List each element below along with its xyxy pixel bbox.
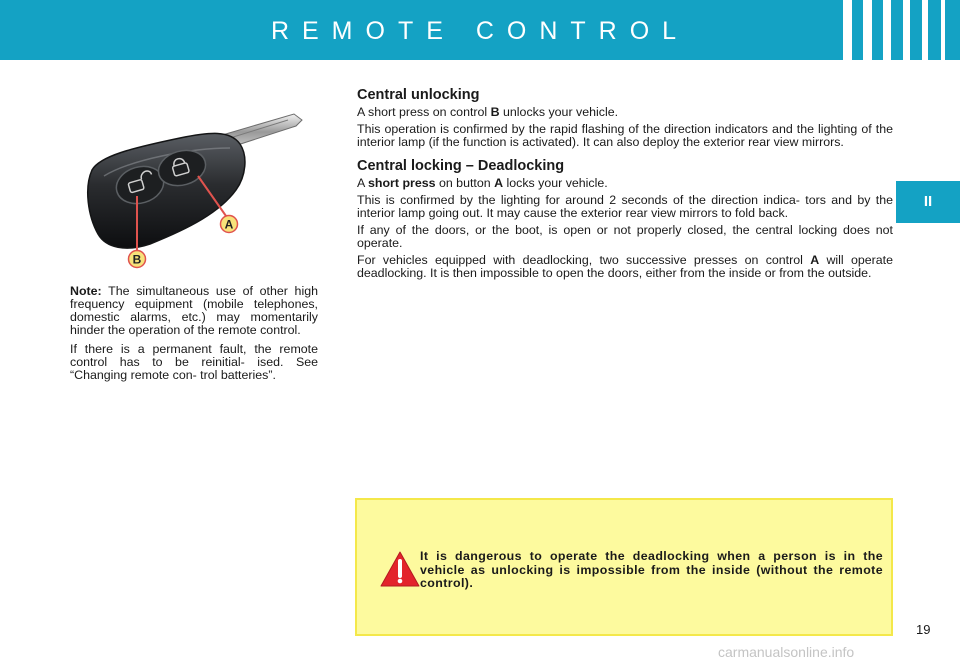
note-text: The simultaneous use of other high frequency equipment (mobile telephones, domestic alarms, etc.) may momentarily hinder the operation of the remote control.	[70, 284, 318, 337]
header-stripe	[922, 0, 928, 60]
note-label: Note:	[70, 284, 102, 298]
watermark: carmanualsonline.info	[718, 644, 855, 660]
central-locking-heading: Central locking – Deadlocking	[357, 158, 565, 174]
unlocking-paragraph-2: This operation is confirmed by the rapid flashing of the direction indicators and the lighting of the interior lamp (if the function is activated). It can also deploy the exterior rear view mirrors.	[357, 122, 893, 149]
header-stripe	[863, 0, 872, 60]
header-stripe	[903, 0, 910, 60]
header-bar	[0, 0, 960, 60]
note-column	[70, 285, 318, 388]
locking-paragraph-4: For vehicles equipped with deadlocking, two successive presses on control A will operate deadlocking. It is then impossible to open the doors, either from the inside or from the outside.	[357, 253, 893, 280]
locking-paragraph-1: A short press on button A locks your vehicle.	[357, 176, 608, 190]
header-stripe	[843, 0, 852, 60]
label-b-badge	[129, 251, 146, 268]
remote-key-illustration	[70, 108, 320, 278]
locking-paragraph-2: This is confirmed by the lighting for around 2 seconds of the direction indica- tors and by the interior lamp going out. It may cause the exterior rear view mirrors to fold back.	[357, 193, 893, 220]
section-tab: II	[896, 181, 960, 223]
unlocking-paragraph-1: A short press on control B unlocks your vehicle.	[357, 105, 619, 119]
warning-box	[355, 498, 893, 636]
header-stripe	[883, 0, 891, 60]
main-content	[357, 89, 893, 284]
fault-paragraph: If there is a permanent fault, the remote control has to be reinitial- ised. See “Changing remote con- trol batteries”.	[70, 342, 318, 382]
locking-paragraph-3: If any of the doors, or the boot, is open or not properly closed, the central locking does not operate.	[357, 223, 893, 250]
svg-text:B: B	[132, 252, 142, 267]
note-paragraph	[70, 285, 318, 337]
page-title: REMOTE CONTROL	[270, 17, 690, 45]
key-fob-body	[88, 133, 245, 248]
svg-text:A: A	[224, 217, 234, 232]
page-number: 19	[916, 622, 931, 637]
central-unlocking-heading: Central unlocking	[357, 87, 480, 103]
header-stripe	[941, 0, 945, 60]
label-a-badge	[221, 216, 238, 233]
warning-icon	[379, 550, 421, 588]
warning-text: It is dangerous to operate the deadlocking when a person is in the vehicle as unlocking is impossible from the inside (without the remote control).	[420, 549, 883, 590]
